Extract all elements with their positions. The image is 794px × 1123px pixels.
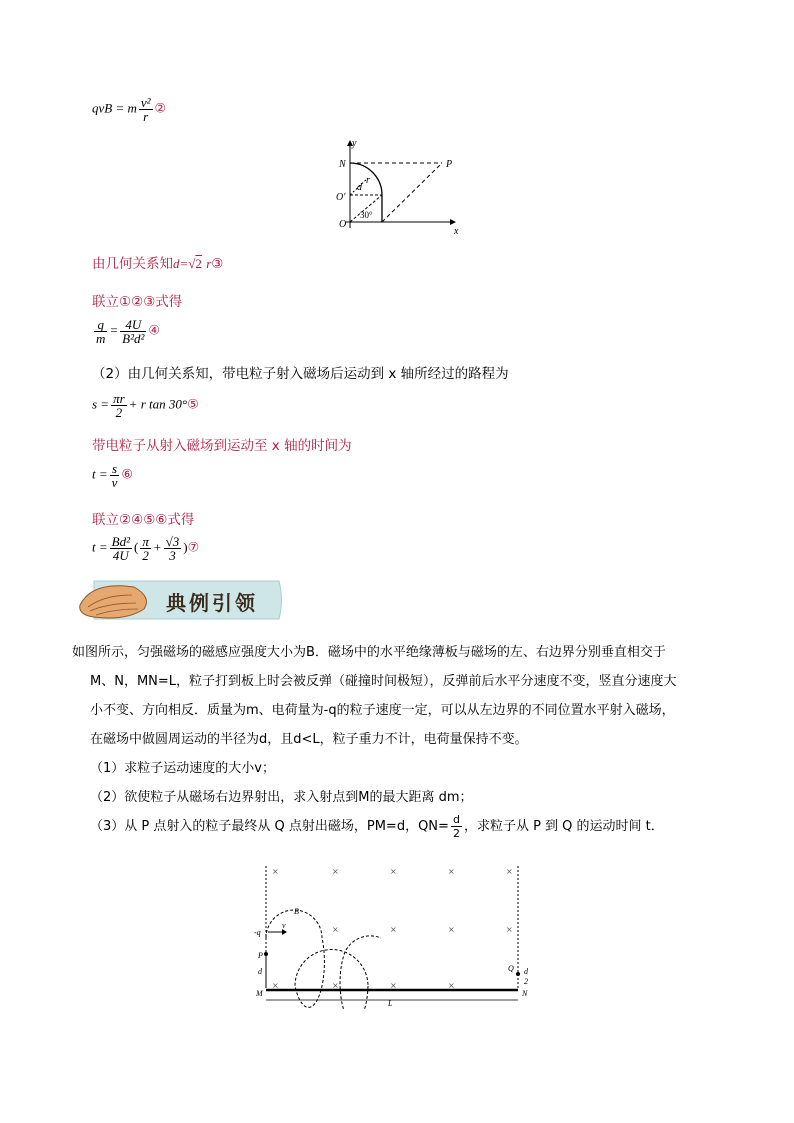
x-arrow-icon xyxy=(450,219,456,225)
time-text: 带电粒子从射入磁场到运动至 x 轴的时间为 xyxy=(92,438,352,454)
label-o1: O' xyxy=(336,192,346,203)
eq2-den: r xyxy=(143,109,149,124)
eq6-lhs: t = xyxy=(92,466,108,482)
eq5-mark: ⑤ xyxy=(187,397,199,413)
eq4-mark: ④ xyxy=(148,323,161,339)
question-1: （1）求粒子运动速度的大小v； xyxy=(90,761,275,776)
label-q-point: Q xyxy=(508,964,514,973)
eq5-rest: + r tan 30° xyxy=(128,396,188,412)
eq4-lhs xyxy=(94,318,107,345)
label-n: N xyxy=(522,989,528,998)
geo-mark: ③ xyxy=(211,256,224,272)
svg-text:×: × xyxy=(332,981,339,990)
label-d: d xyxy=(258,967,262,976)
label-p: P xyxy=(258,951,263,960)
point-q xyxy=(516,972,520,976)
label-m: M xyxy=(256,989,263,998)
svg-text:×: × xyxy=(390,925,397,934)
banner-title: 典例引领 xyxy=(166,591,258,615)
equation-7: t = $\frac{\text{Bd²}}{4U}$ ( $\frac{\pi}{2}$ + $\frac{√3}{3}$ )⑦ xyxy=(92,534,200,563)
problem-line-2: M、N，MN=L，粒子打到板上时会被反弹（碰撞时间极短），反弹前后水平分速度不变，竖直分速度大 xyxy=(90,674,677,689)
eq4-eq: = xyxy=(109,322,119,338)
eq5-fraction xyxy=(111,392,127,419)
eq6-num: s xyxy=(110,462,120,476)
eq2-num: v² xyxy=(140,95,151,110)
eq7-plus: + xyxy=(152,539,162,555)
eq7-fraction xyxy=(110,535,132,562)
question-3 xyxy=(72,812,732,841)
q3-pre: （3）从 P 点射入的粒子最终从 Q 点射出磁场，PM=d，QN= xyxy=(90,819,449,834)
geometry-figure xyxy=(330,138,465,238)
label-p: P xyxy=(446,159,453,170)
equation-4 xyxy=(92,318,160,345)
problem-line-3: 小不变、方向相反．质量为m、电荷量为-q的粒子速度一定，可以从左边界的不同位置水平射入磁场， xyxy=(90,703,675,718)
geo-sqrt: 2 xyxy=(195,256,202,271)
trajectory-2 xyxy=(340,936,381,1010)
label-y: y xyxy=(352,138,357,149)
label-o: O xyxy=(339,219,347,230)
label-x: x xyxy=(454,226,459,237)
combine-2: 联立②④⑤⑥式得 xyxy=(92,512,195,528)
label-q: -q xyxy=(254,928,261,937)
label-l: L xyxy=(388,999,393,1008)
q3-post: ，求粒子从 P 到 Q 的运动时间 t． xyxy=(463,819,664,834)
svg-text:×: × xyxy=(448,925,455,934)
eq5-den: 2 xyxy=(115,405,123,420)
p-dashed xyxy=(382,163,442,222)
problem-line-1: 如图所示，匀强磁场的磁感应强度大小为B．磁场中的水平绝缘薄板与磁场的左、右边界分别垂直相交于 xyxy=(72,645,666,660)
geo-text: 由几何关系知 xyxy=(92,256,173,272)
label-angle: 30° xyxy=(360,210,373,220)
eq7-p1-den: 2 xyxy=(142,548,149,563)
eq7-lhs: t = xyxy=(92,539,108,555)
svg-text:×: × xyxy=(506,925,513,934)
q3-num: d xyxy=(451,813,462,827)
shell-icon xyxy=(80,586,147,618)
eq7-p1-num: π xyxy=(142,534,149,549)
equation-2 xyxy=(92,96,166,123)
eq5-num: πr xyxy=(113,391,125,406)
field-crosses xyxy=(272,867,513,990)
label-half-num: d xyxy=(524,967,528,976)
combine-1: 联立①②③式得 xyxy=(92,294,183,310)
label-b: B xyxy=(294,907,299,916)
eq7-den: 4U xyxy=(112,548,129,563)
eq7-mark: ⑦ xyxy=(187,540,200,556)
question-2: （2）欲使粒子从磁场右边界射出，求入射点到M的最大距离 dm； xyxy=(90,790,473,805)
eq4-rhs xyxy=(120,318,146,345)
svg-text:×: × xyxy=(448,867,455,876)
eq4-den: B²d² xyxy=(122,331,145,346)
svg-text:×: × xyxy=(272,981,279,990)
eq6-fraction xyxy=(110,462,120,489)
q3-fraction xyxy=(451,813,462,840)
q3-den: 2 xyxy=(452,827,460,840)
eq2-lhs: qvB = m xyxy=(92,100,137,116)
eq7-p2-den: 3 xyxy=(169,548,176,563)
eq4-num: 4U xyxy=(120,318,146,332)
svg-text:×: × xyxy=(272,867,279,876)
eq2-fraction xyxy=(139,96,153,123)
equation-6 xyxy=(92,462,133,489)
eq6-den: v xyxy=(111,475,118,490)
geo-r: r xyxy=(206,256,212,271)
problem-text xyxy=(72,638,732,841)
label-r: r xyxy=(366,175,370,186)
part-2-text: （2）由几何关系知，带电粒子射入磁场后运动到 x 轴所经过的路程为 xyxy=(92,366,509,382)
eq4-lhs-num: q xyxy=(94,318,107,332)
geo-relation: 由几何关系知d=√2 r③ xyxy=(92,256,224,272)
magnetic-field-figure xyxy=(250,862,540,1010)
eq5-lhs: s = xyxy=(92,396,110,412)
svg-text:×: × xyxy=(506,867,513,876)
problem-line-4: 在磁场中做圆周运动的半径为d，且d<L，粒子重力不计，电荷量保持不变。 xyxy=(90,732,528,747)
eq7-sqrt-fraction xyxy=(164,535,182,562)
svg-text:×: × xyxy=(332,925,339,934)
svg-text:×: × xyxy=(390,867,397,876)
eq2-mark: ② xyxy=(154,101,167,117)
label-half-den: 2 xyxy=(524,977,528,986)
eq7-num: Bd² xyxy=(111,534,130,549)
eq4-lhs-den: m xyxy=(96,331,106,346)
eq7-pi-fraction xyxy=(140,535,151,562)
equation-5 xyxy=(92,392,199,419)
svg-text:×: × xyxy=(332,867,339,876)
label-d: d xyxy=(357,182,362,193)
eq7-p2-num: √3 xyxy=(165,534,180,549)
geo-eq: d= xyxy=(173,256,189,271)
section-banner xyxy=(74,575,286,625)
label-n: N xyxy=(339,159,346,170)
eq6-mark: ⑥ xyxy=(121,467,134,483)
svg-text:×: × xyxy=(448,981,455,990)
svg-text:×: × xyxy=(390,981,397,990)
label-v: v xyxy=(282,921,286,930)
